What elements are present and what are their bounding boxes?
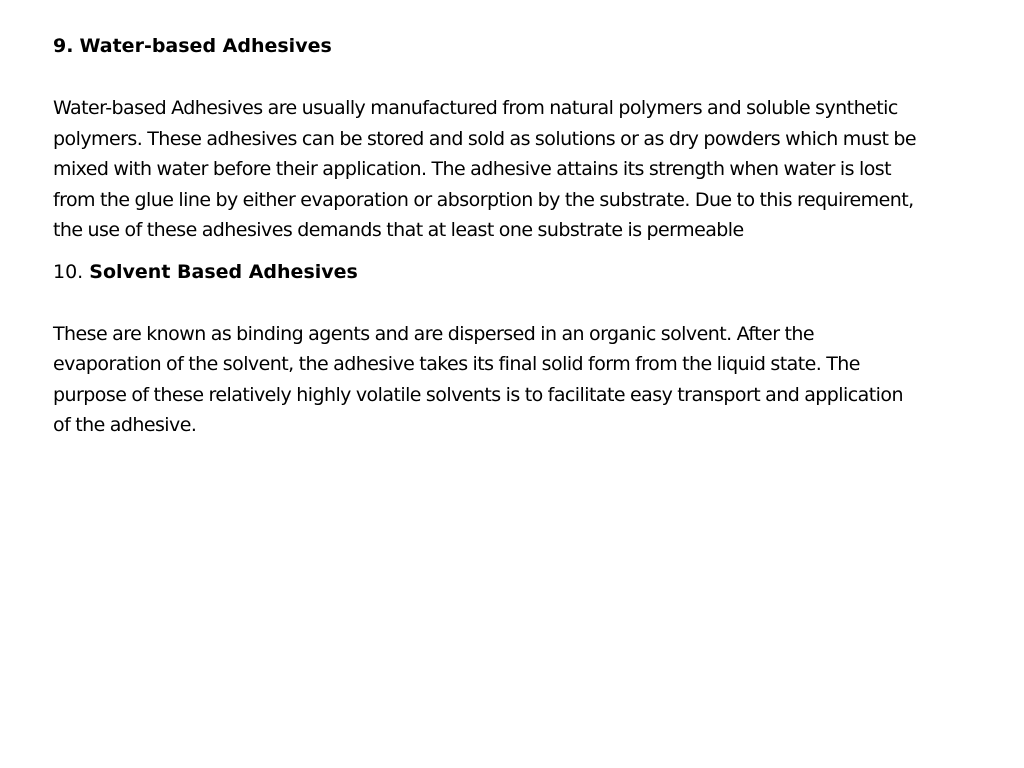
slide-content — [53, 31, 923, 441]
section-gap — [53, 246, 923, 257]
section-heading-water-based — [53, 31, 923, 62]
section-heading-solvent-based — [53, 257, 923, 288]
section-number: 9. — [53, 35, 74, 57]
section-body-solvent-based: These are known as binding agents and are dispersed in an organic solvent. After the evaporation of the solvent, the adhesive takes its final solid form from the liquid state. The purpose of these relatively highly volatile solvents is to facilitate easy transport and application of the adhesive. — [53, 322, 903, 436]
section-number: 10. — [53, 260, 84, 283]
section-title: Water-based Adhesives — [79, 35, 332, 57]
blank-line — [53, 288, 923, 319]
section-body-water-based: Water-based Adhesives are usually manufactured from natural polymers and soluble synthetic polymers. These adhesives can be stored and sold as solutions or as dry powders which must be mixed with water before their application. The adhesive attains its strength when water is lost from the glue line by either evaporation or absorption by the substrate. Due to this requirement, the use of these adhesives demands that at least one substrate is permeable — [53, 97, 917, 241]
section-title: Solvent Based Adhesives — [89, 260, 358, 283]
blank-line — [53, 62, 923, 93]
